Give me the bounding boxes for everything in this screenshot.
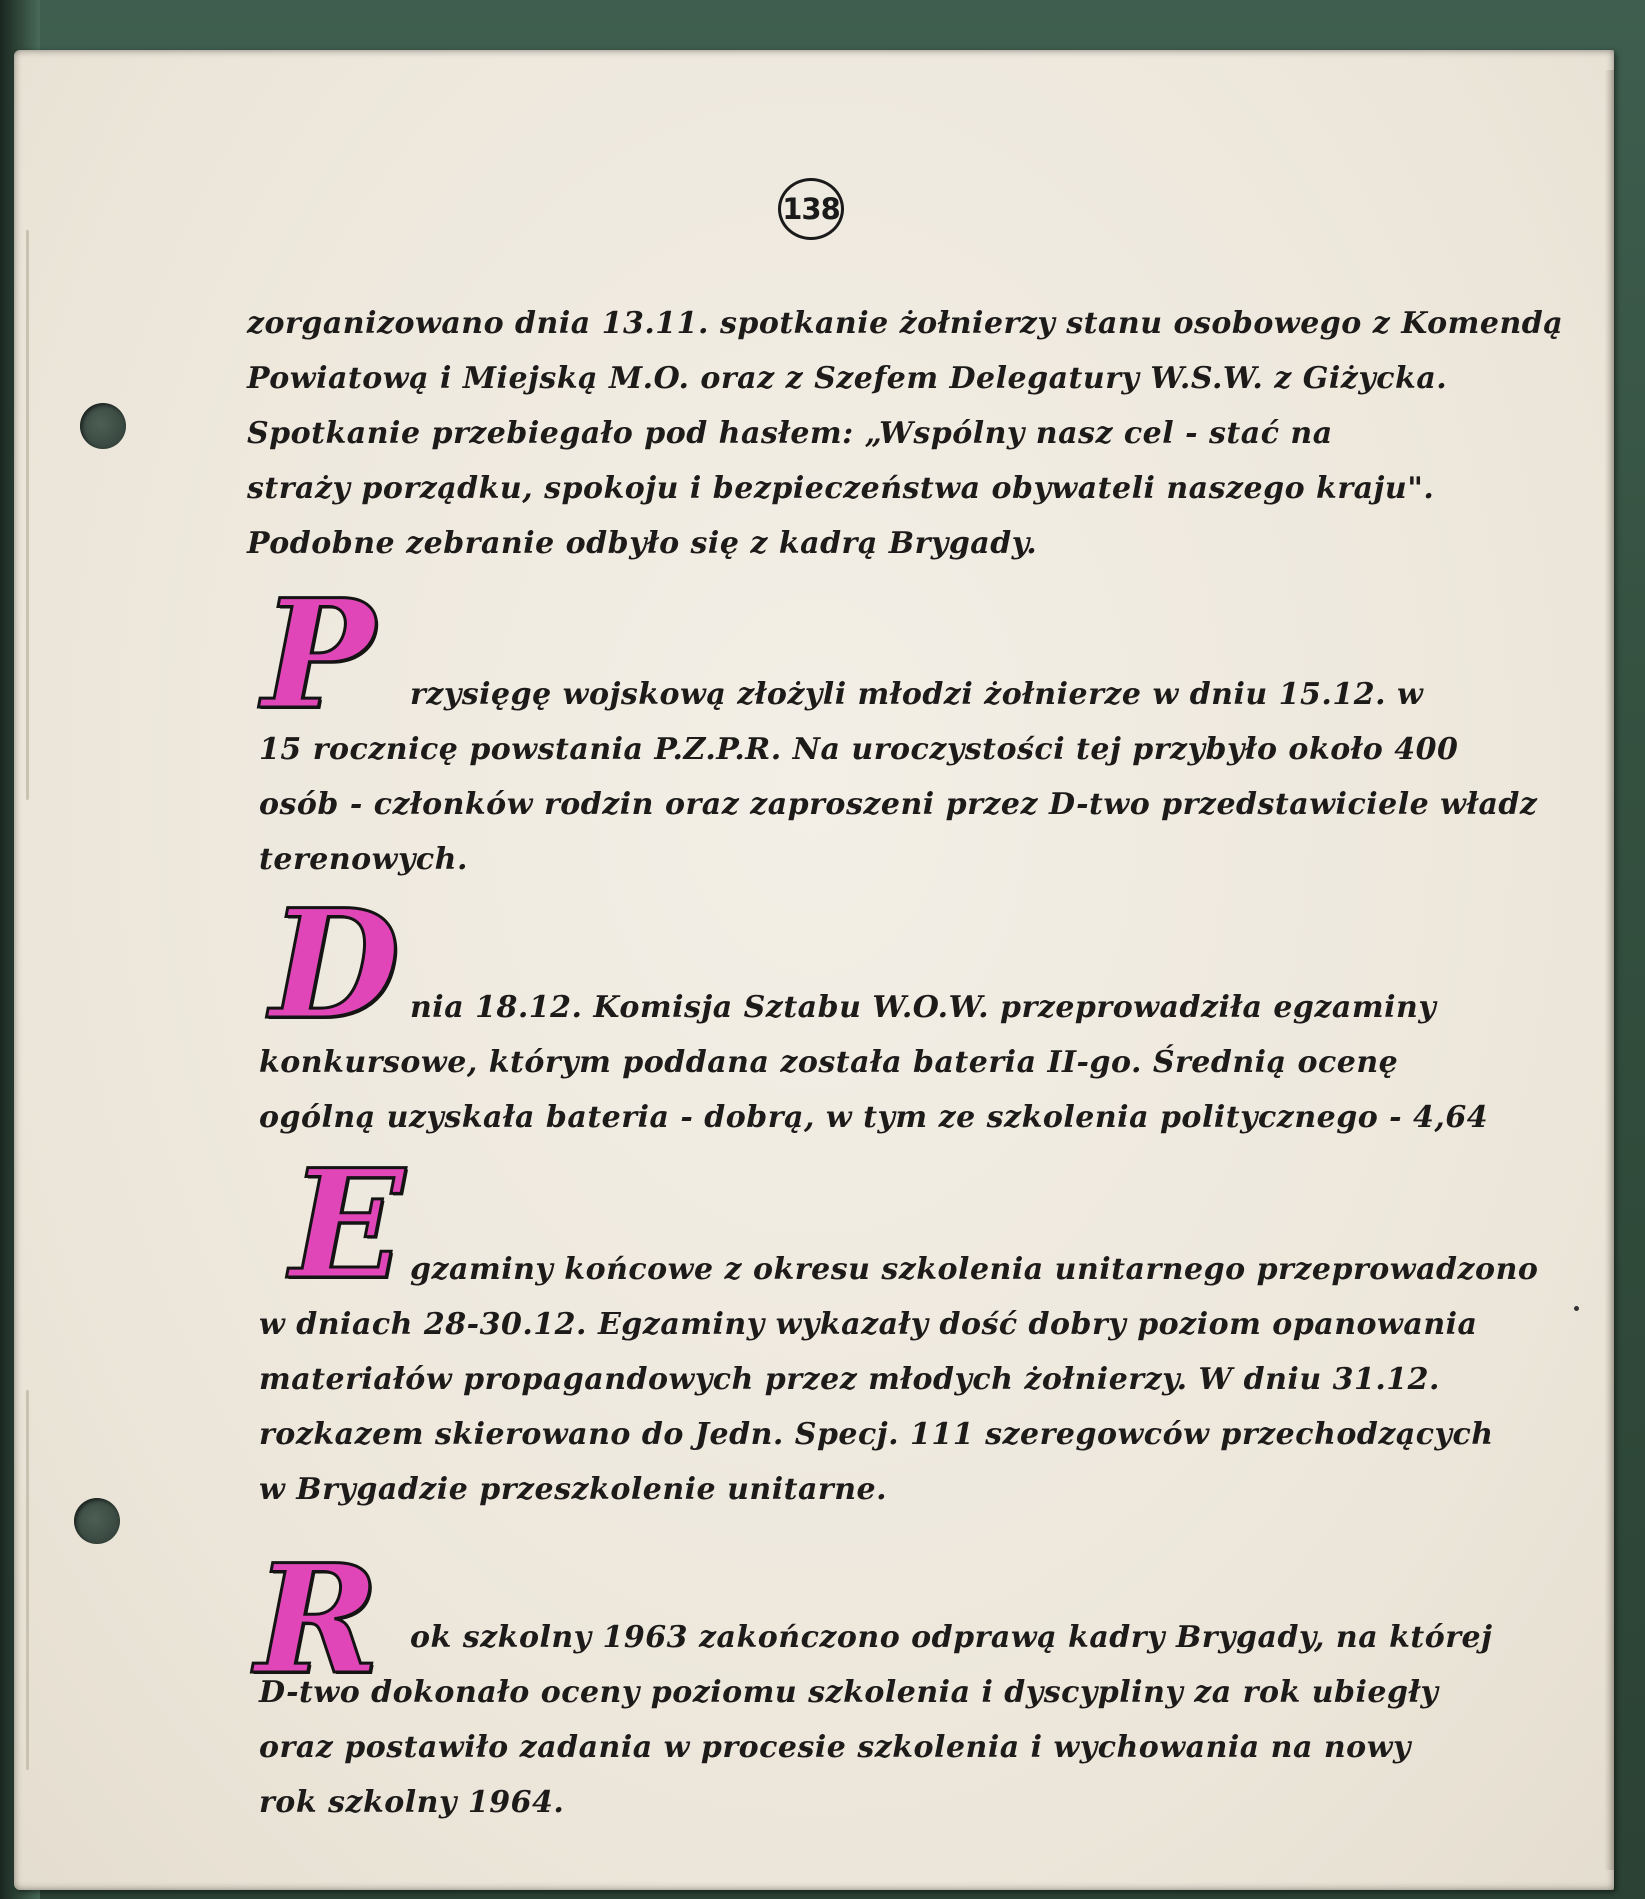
paragraph-1 (247, 296, 1563, 571)
paragraph-4-body (259, 1297, 1494, 1517)
paragraph-1-line-4: straży porządku, spokoju i bezpieczeństwa obywateli naszego kraju". (247, 471, 1435, 506)
paragraph-3-body (259, 1035, 1488, 1145)
paragraph-5-initial: R (255, 1532, 380, 1708)
paragraph-5-first-line (410, 1610, 1492, 1665)
paragraph-3-line-3: ogólną uzyskała bateria - dobrą, w tym ze szkolenia politycznego - 4,64 (259, 1100, 1489, 1135)
paragraph-2-line-4: terenowych. (259, 842, 468, 877)
paragraph-4-line-5: w Brygadzie przeszkolenie unitarne. (259, 1472, 888, 1507)
paragraph-3-initial: D (270, 877, 401, 1053)
paragraph-4-initial: E (290, 1137, 405, 1313)
paragraph-5-line-1: ok szkolny 1963 zakończono odprawą kadry Brygady, na której (410, 1620, 1493, 1655)
paragraph-3-line-2: konkursowe, którym poddana została bateria II-go. Średnią ocenę (259, 1045, 1399, 1080)
paragraph-5-body (259, 1665, 1438, 1830)
paragraph-2-initial: P (262, 567, 375, 743)
page-number: 138 (778, 178, 844, 240)
paragraph-2-line-3: osób - członków rodzin oraz zaproszeni przez D-two przedstawiciele władz (259, 787, 1538, 822)
paragraph-2-first-line (410, 667, 1423, 722)
paragraph-5-line-2: D-two dokonało oceny poziomu szkolenia i dyscypliny za rok ubiegły (259, 1675, 1439, 1710)
page-edge-shadow (1604, 70, 1614, 1870)
paragraph-1-line-3: Spotkanie przebiegało pod hasłem: „Wspólny nasz cel - stać na (247, 416, 1333, 451)
punch-hole-lower (74, 1498, 120, 1544)
spine-stitch-upper (26, 230, 29, 800)
ink-dot (1574, 1306, 1579, 1311)
paragraph-4-line-2: w dniach 28-30.12. Egzaminy wykazały dość dobry poziom opanowania (259, 1307, 1478, 1342)
spine-stitch-lower (26, 1390, 29, 1770)
paragraph-1-line-5: Podobne zebranie odbyło się z kadrą Brygady. (247, 526, 1038, 561)
paragraph-4-line-1: gzaminy końcowe z okresu szkolenia unitarnego przeprowadzono (410, 1252, 1539, 1287)
paragraph-2-line-1: rzysięgę wojskową złożyli młodzi żołnierze w dniu 15.12. w (410, 677, 1424, 712)
paragraph-4-line-3: materiałów propagandowych przez młodych żołnierzy. W dniu 31.12. (259, 1362, 1440, 1397)
paragraph-4-first-line (410, 1242, 1538, 1297)
paragraph-1-line-1: zorganizowano dnia 13.11. spotkanie żołnierzy stanu osobowego z Komendą (247, 306, 1564, 341)
paragraph-1-line-2: Powiatową i Miejską M.O. oraz z Szefem Delegatury W.S.W. z Giżycka. (247, 361, 1448, 396)
paragraph-5-line-3: oraz postawiło zadania w procesie szkolenia i wychowania na nowy (259, 1730, 1411, 1765)
paragraph-5-line-4: rok szkolny 1964. (259, 1785, 565, 1820)
paragraph-4-line-4: rozkazem skierowano do Jedn. Specj. 111 szeregowców przechodzących (259, 1417, 1494, 1452)
paragraph-2-line-2: 15 rocznicę powstania P.Z.P.R. Na uroczystości tej przybyło około 400 (259, 732, 1459, 767)
paragraph-3-line-1: nia 18.12. Komisja Sztabu W.O.W. przeprowadziła egzaminy (410, 990, 1437, 1025)
paragraph-2-body (259, 722, 1537, 887)
punch-hole-upper (80, 403, 126, 449)
paragraph-3-first-line (410, 980, 1436, 1035)
